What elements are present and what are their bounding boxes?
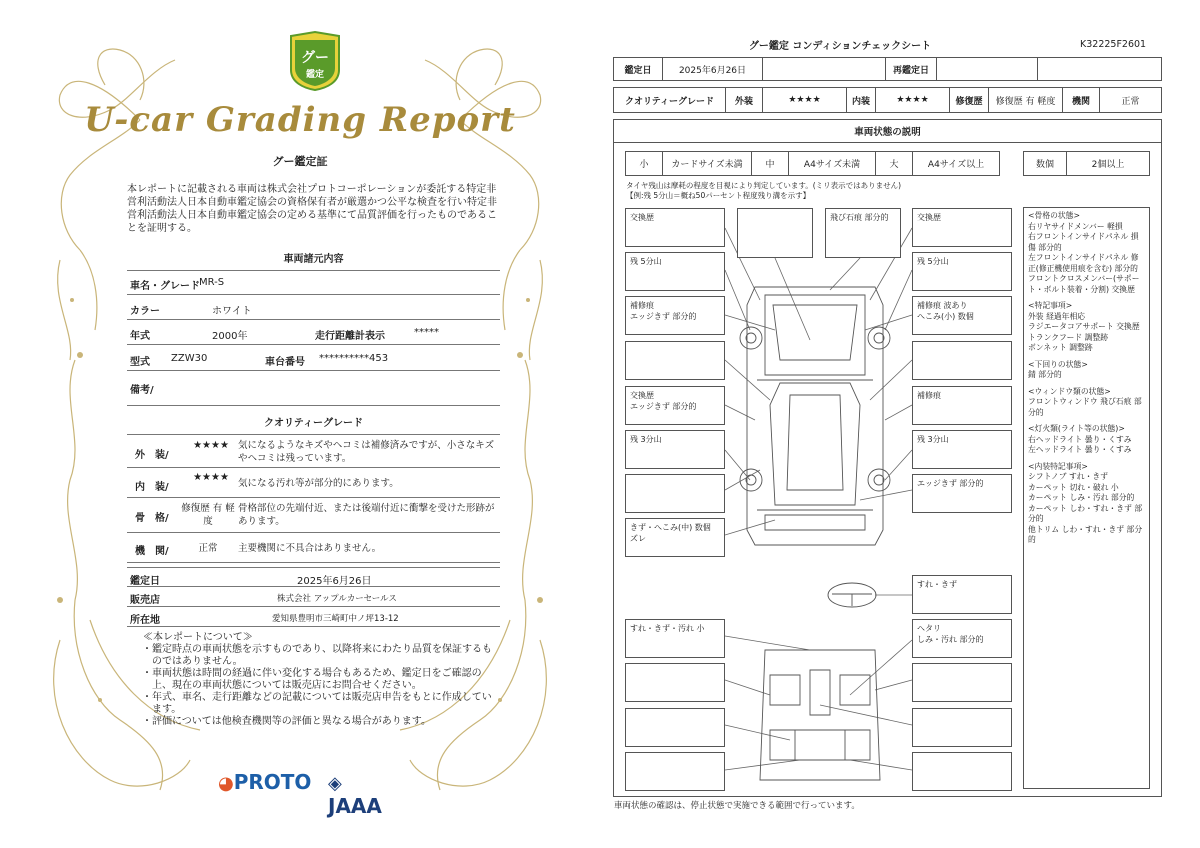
mileage-value: ***** <box>414 327 439 338</box>
size-mid-desc: A4サイズ未満 <box>788 151 876 176</box>
sheet-title: グー鑑定 コンディションチェックシート <box>748 41 932 52</box>
damage-box-left-6: 残 3分山 <box>625 430 725 469</box>
info-date-value: 2025年6月26日 <box>297 576 372 587</box>
frame-value: 修復歴 有 軽度 <box>181 503 235 527</box>
remarks-special: <特記事項> 外装 経過年相応 ラジエータコアサポート 交換歴 トランクフード 調整跡 ボンネット 調整跡 <box>1028 301 1140 352</box>
exterior-stars: ★★★★ <box>193 440 229 451</box>
car-top-view-diagram <box>735 265 895 555</box>
exterior-desc: 気になるようなキズやヘコミは補修済みですが、小さなキズやヘコミは残っています。 <box>238 440 495 464</box>
repair-label: 修復歴 <box>949 87 989 113</box>
jaaa-mark-icon: ◈ <box>328 773 342 794</box>
ext-label: 外装 <box>725 87 763 113</box>
exterior-label: 外 装/ <box>135 450 169 461</box>
model-label: 型式 <box>130 357 150 368</box>
interior-box-left-4 <box>625 752 725 791</box>
remarks-panel <box>1023 207 1150 789</box>
name-value: MR-S <box>199 277 225 288</box>
date-value: 2025年6月26日 <box>662 57 763 81</box>
note-item: ・車両状態は時間の経過に伴い変化する場合もあるため、鑑定日をご確認の上、現在の車両状態については販売店にお問合せください。 <box>142 668 482 691</box>
color-value: ホワイト <box>212 306 252 317</box>
interior-box-right-2 <box>912 663 1012 702</box>
certificate-title: グー鑑定証 <box>272 155 328 168</box>
size-mid: 中 <box>751 151 789 176</box>
note-item: ・年式、車名、走行距離などの記載については販売店申告をもとに作成しています。 <box>142 692 492 715</box>
engine-value: 正常 <box>198 543 218 554</box>
year-label: 年式 <box>130 331 150 342</box>
interior-box-right-3 <box>912 708 1012 747</box>
count-label: 数個 <box>1023 151 1067 176</box>
damage-box-top-mid: 飛び石痕 部分的 <box>825 208 901 258</box>
int-label: 内装 <box>846 87 876 113</box>
damage-box-left-3: 補修痕 エッジきず 部分的 <box>625 296 725 335</box>
damage-box-left-4 <box>625 341 725 380</box>
remarks-underbody: <下回りの状態> 錆 部分的 <box>1028 359 1088 379</box>
year-value: 2000年 <box>212 331 248 342</box>
car-interior-diagram <box>755 640 885 790</box>
steering-box: すれ・きず <box>912 575 1012 614</box>
interior-box-right-1: ヘタリ しみ・汚れ 部分的 <box>912 619 1012 658</box>
damage-box-left-7 <box>625 474 725 513</box>
address-label: 所在地 <box>130 615 160 626</box>
dealer-label: 販売店 <box>130 595 160 606</box>
engine-label: 機関 <box>1062 87 1100 113</box>
int-stars: ★★★★ <box>875 87 950 113</box>
size-large: 大 <box>875 151 913 176</box>
count-desc: 2個以上 <box>1066 151 1150 176</box>
interior-desc: 気になる汚れ等が部分的にあります。 <box>238 478 399 489</box>
address-value: 愛知県豊明市三崎町中ノ坪13-12 <box>272 614 399 624</box>
chassis-label: 車台番号 <box>265 357 305 368</box>
spec-section-title: 車両諸元内容 <box>283 254 344 265</box>
model-value: ZZW30 <box>171 353 208 364</box>
note-item: ・評価については他検査機関等の評価と異なる場合があります。 <box>142 716 431 727</box>
interior-box-right-4 <box>912 752 1012 791</box>
ext-stars: ★★★★ <box>762 87 847 113</box>
remarks-lights: <灯火類(ライト等の状態)> 右ヘッドライト 曇り・くすみ 左ヘッドライト 曇り・くすみ <box>1028 424 1132 454</box>
note-item: ・鑑定時点の車両状態を示すものであり、以降将来にわたり品質を保証するものではありません。 <box>142 644 492 667</box>
date-label: 鑑定日 <box>613 57 663 81</box>
color-label: カラー <box>130 306 160 317</box>
qg-label: クオリティーグレード <box>613 87 726 113</box>
info-date-label: 鑑定日 <box>130 576 160 587</box>
name-label: 車名・グレード <box>130 281 200 292</box>
sheet-footer: 車両状態の確認は、停止状態で実施できる範囲で行っています。 <box>614 801 860 811</box>
damage-box-right-5: 補修痕 <box>912 386 1012 425</box>
grade-section-title: クオリティーグレード <box>264 418 363 429</box>
damage-box-right-1: 交換歴 <box>912 208 1012 247</box>
damage-box-left-5: 交換歴 エッジきず 部分的 <box>625 386 725 425</box>
remarks-interior: <内装特記事項> シフトノブ すれ・きず カーペット 切れ・破れ 小 カーペット しみ・汚れ 部分的 カーペット しわ・すれ・きず 部分的 他トリム しわ・すれ・きず 部分的 <box>1028 461 1143 544</box>
notes-title: ≪本レポートについて≫ <box>143 632 253 643</box>
interior-box-left-3 <box>625 708 725 747</box>
svg-text:鑑定: 鑑定 <box>305 70 325 80</box>
dealer-value: 株式会社 アップルカーセールス <box>277 594 397 604</box>
damage-box-right-2: 残 5分山 <box>912 252 1012 291</box>
condition-section-title: 車両状態の説明 <box>613 119 1162 143</box>
damage-box-left-8: きず・へこみ(中) 数個 ズレ <box>625 518 725 557</box>
interior-stars: ★★★★ <box>193 472 229 483</box>
damage-box-right-7: エッジきず 部分的 <box>912 474 1012 513</box>
mileage-label: 走行距離計表示 <box>315 331 385 342</box>
engine-desc: 主要機関に不具合はありません。 <box>238 543 382 554</box>
proto-mark-icon: ◕ <box>218 773 234 794</box>
steering-wheel-icon <box>826 580 878 610</box>
damage-box-right-3: 補修痕 波あり へこみ(小) 数個 <box>912 296 1012 335</box>
jaaa-logo: ◈ JAAA <box>328 773 382 818</box>
report-script-title: U-car Grading Report <box>84 100 516 140</box>
engine-label: 機 関/ <box>135 546 169 557</box>
remarks-frame: <骨格の状態> 右リヤサイドメンバー 軽損 右フロントインサイドパネル 損傷 部分的 左フロントインサイドパネル 修正(修正機使用痕を含む) 部分的 フロントクロスメンバー(サポート・ボルト装着・分割) 交換歴 <box>1028 211 1140 294</box>
size-small-desc: カードサイズ未満 <box>662 151 752 176</box>
sheet-id: K32225F2601 <box>1080 39 1147 50</box>
redate-label: 再鑑定日 <box>885 57 937 81</box>
certificate-text: 本レポートに記載される車両は株式会社プロトコーポレーションが委託する特定非営利活動法人日本自動車鑑定協会の資格保有者が厳選かつ公平な検査を行い特定非営利活動法人日本自動車鑑定協会の定める基準にて品質評価を行ったものであることを証明する。 <box>127 184 497 234</box>
damage-box-left-1: 交換歴 <box>625 208 725 247</box>
svg-text:グー: グー <box>301 50 329 66</box>
interior-box-left-1: すれ・きず・汚れ 小 <box>625 619 725 658</box>
size-small: 小 <box>625 151 663 176</box>
engine-value: 正常 <box>1099 87 1162 113</box>
damage-box-top-left <box>737 208 813 258</box>
frame-label: 骨 格/ <box>135 513 169 524</box>
interior-box-left-2 <box>625 663 725 702</box>
remarks-label: 備考/ <box>130 385 154 396</box>
tire-note-1: タイヤ残山は摩耗の程度を目視により判定しています。(ミリ表示ではありません) <box>626 181 902 190</box>
chassis-value: **********453 <box>319 353 389 364</box>
interior-label: 内 装/ <box>135 482 169 493</box>
size-large-desc: A4サイズ以上 <box>912 151 1000 176</box>
proto-logo: ◕PROTO <box>218 770 312 794</box>
damage-box-right-6: 残 3分山 <box>912 430 1012 469</box>
tire-note-2: 【例:残 5分山＝概ね50パーセント程度残り溝を示す】 <box>626 191 811 200</box>
damage-box-right-4 <box>912 341 1012 380</box>
remarks-windows: <ウィンドウ類の状態> フロントウィンドウ 飛び石痕 部分的 <box>1028 386 1142 417</box>
damage-box-left-2: 残 5分山 <box>625 252 725 291</box>
frame-desc: 骨格部位の先端付近、または後端付近に衝撃を受けた形跡があります。 <box>238 503 495 527</box>
repair-value: 修復歴 有 軽度 <box>988 87 1063 113</box>
